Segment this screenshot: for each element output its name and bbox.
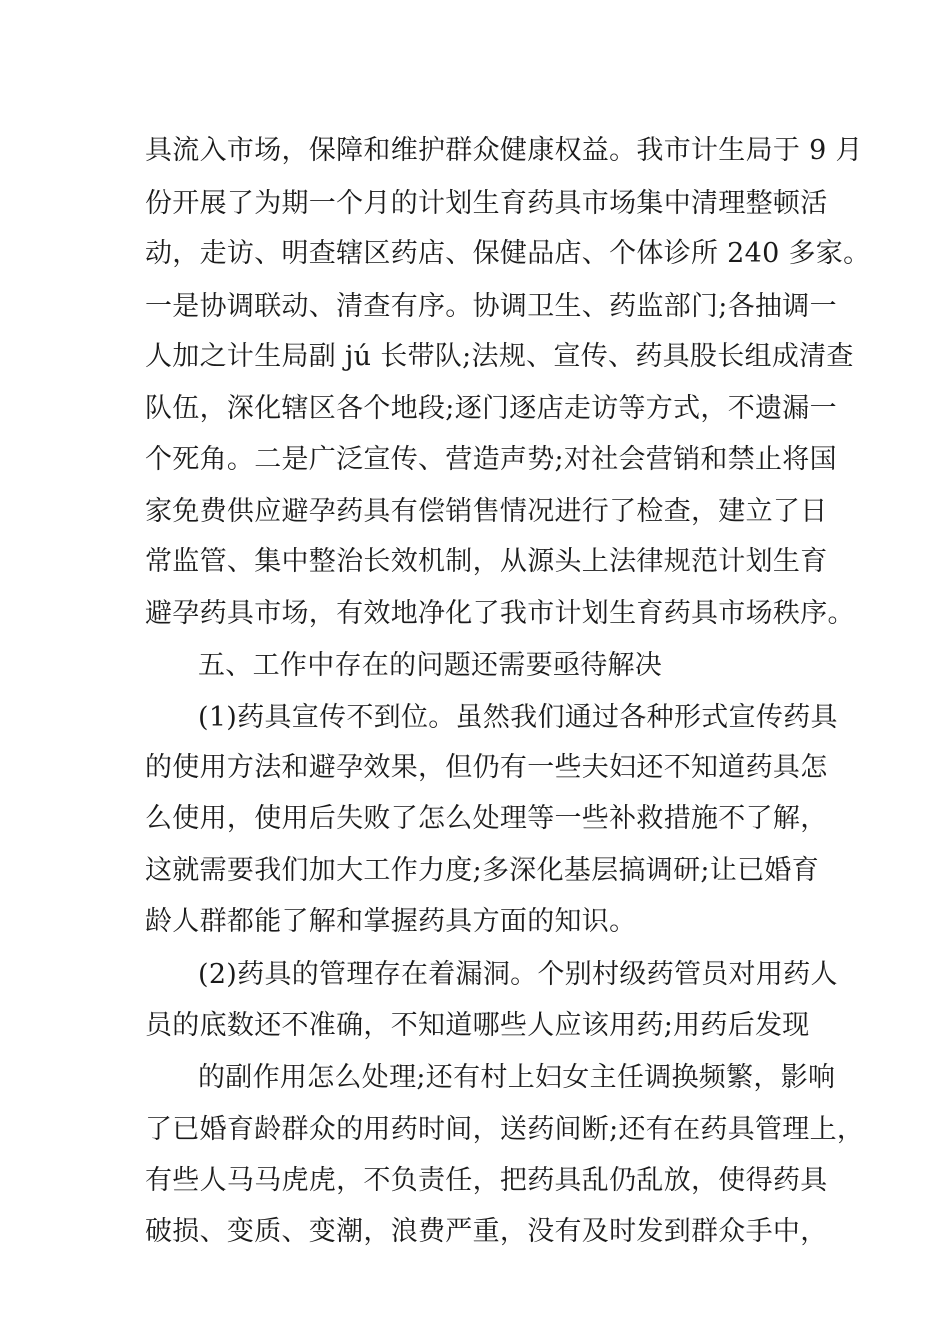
text-line: 这就需要我们加大工作力度;多深化基层搞调研;让已婚育 bbox=[145, 855, 819, 886]
text-line: 龄人群都能了解和掌握药具方面的知识。 bbox=[145, 906, 637, 937]
text-line: 避孕药具市场，有效地净化了我市计划生育药具市场秩序。 bbox=[145, 598, 855, 629]
text-line: 具流入市场，保障和维护群众健康权益。我市计生局于 9 月 bbox=[145, 135, 863, 166]
text-line: 人加之计生局副 jú 长带队;法规、宣传、药具股长组成清查 bbox=[145, 341, 854, 372]
paragraph-start: 的副作用怎么处理;还有村上妇女主任调换频繁，影响 bbox=[198, 1062, 836, 1093]
text-line: 有些人马马虎虎，不负责任，把药具乱仍乱放，使得药具 bbox=[145, 1165, 828, 1196]
text-line: 么使用，使用后失败了怎么处理等一些补救措施不了解， bbox=[145, 803, 828, 834]
text-line: 常监管、集中整治长效机制，从源头上法律规范计划生育 bbox=[145, 546, 828, 577]
text-line: 动，走访、明查辖区药店、保健品店、个体诊所 240 多家。 bbox=[145, 238, 871, 269]
text-line: 员的底数还不准确，不知道哪些人应该用药;用药后发现 bbox=[145, 1010, 810, 1041]
text-line: 队伍，深化辖区各个地段;逐门逐店走访等方式，不遗漏一 bbox=[145, 393, 837, 424]
text-line: 个死角。二是广泛宣传、营造声势;对社会营销和禁止将国 bbox=[145, 444, 837, 475]
text-line: 家免费供应避孕药具有偿销售情况进行了检查，建立了日 bbox=[145, 496, 828, 527]
text-line: 了已婚育龄群众的用药时间，送药间断;还有在药具管理上， bbox=[145, 1114, 865, 1145]
text-line: 的使用方法和避孕效果，但仍有一些夫妇还不知道药具怎 bbox=[145, 752, 828, 783]
text-line: 一是协调联动、清查有序。协调卫生、药监部门;各抽调一 bbox=[145, 291, 837, 322]
text-line: 破损、变质、变潮，浪费严重，没有及时发到群众手中， bbox=[145, 1216, 828, 1247]
paragraph-start: (2)药具的管理存在着漏洞。个别村级药管员对用药人 bbox=[198, 959, 838, 990]
paragraph-start: (1)药具宣传不到位。虽然我们通过各种形式宣传药具 bbox=[198, 702, 838, 733]
section-heading: 五、工作中存在的问题还需要亟待解决 bbox=[198, 650, 663, 681]
text-line: 份开展了为期一个月的计划生育药具市场集中清理整顿活 bbox=[145, 188, 828, 219]
